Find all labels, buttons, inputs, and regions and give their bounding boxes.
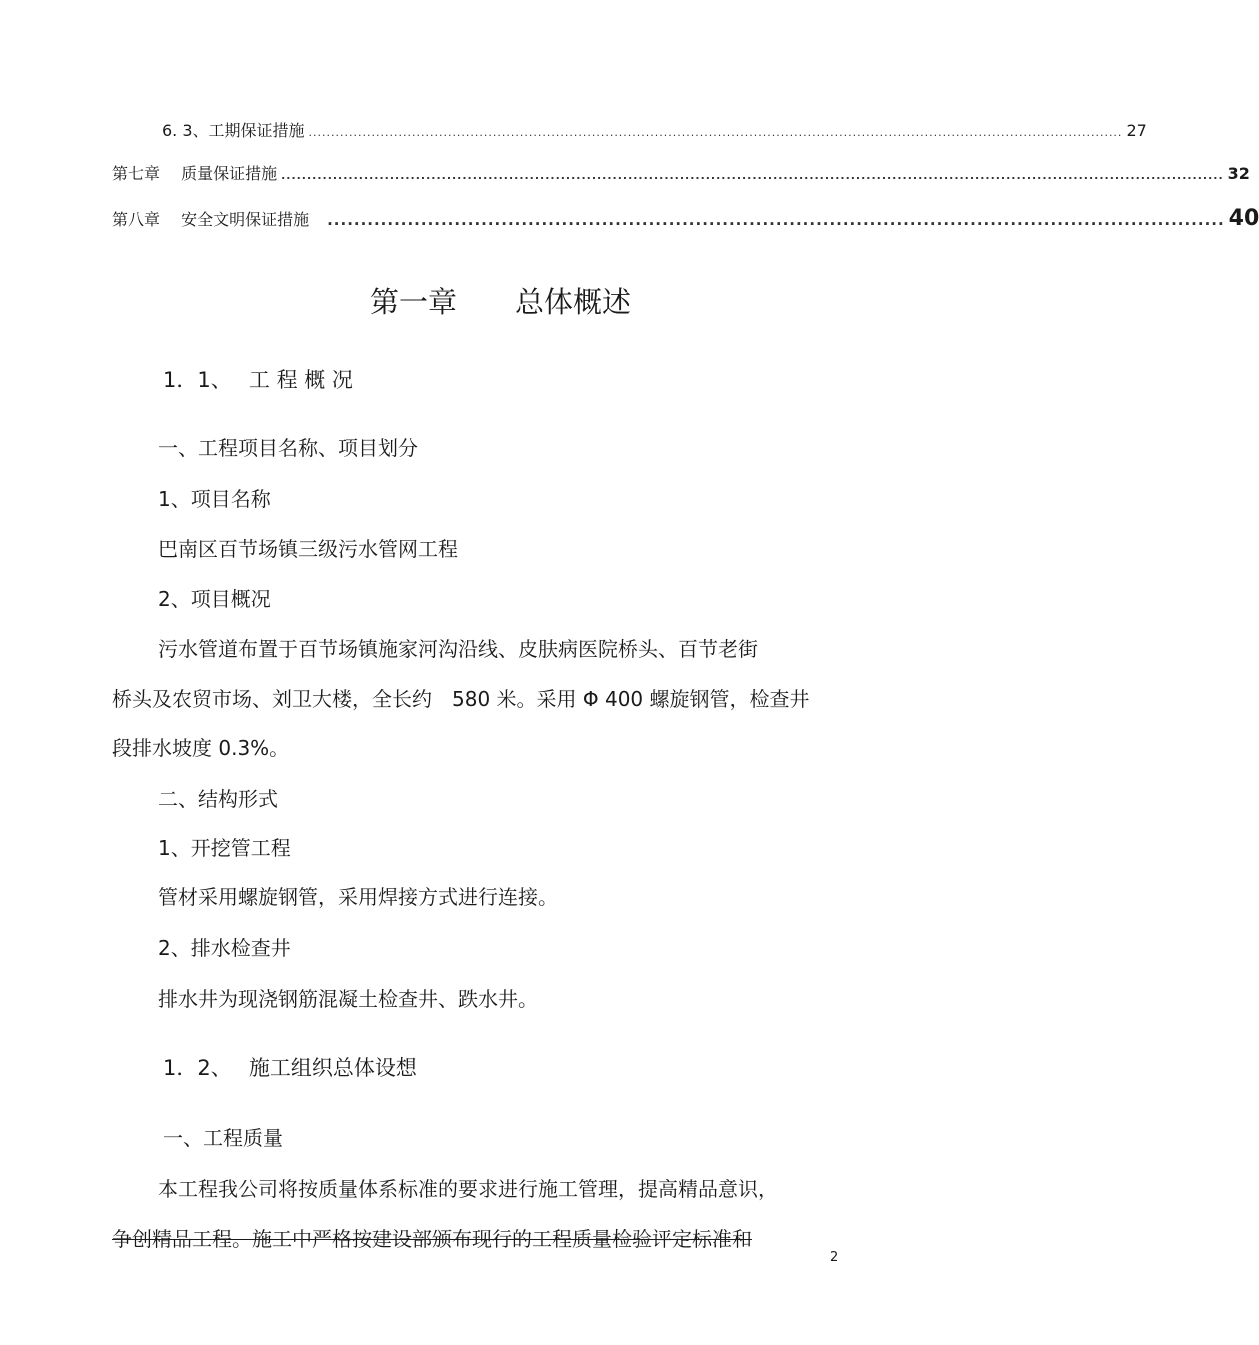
overview-paragraph-line: 污水管道布置于百节场镇施家河沟沿线、皮肤病医院桥头、百节老街 (158, 637, 758, 661)
subheading-manhole: 2、排水检查井 (158, 936, 291, 960)
toc-label: 6. 3、工期保证措施 (162, 121, 305, 140)
manhole-text: 排水井为现浇钢筋混凝土检查井、跌水井。 (158, 987, 538, 1011)
toc-leader-dots: ...................................................................................................................................................................................... (281, 169, 1224, 182)
toc-row-chapter-7[interactable] (112, 161, 1250, 184)
toc-page-number: 32 (1227, 164, 1250, 183)
toc-leader-dots: ...................................................................................................................................... (327, 211, 1225, 229)
toc-row-chapter-8[interactable] (112, 206, 1259, 231)
overview-paragraph-line: 桥头及农贸市场、刘卫大楼，全长约 580 米。采用 Φ 400 螺旋钢管，检查井 (112, 687, 810, 711)
project-name-text: 巴南区百节场镇三级污水管网工程 (158, 537, 458, 561)
section-heading-1-1: 1．1、 工 程 概 况 (163, 368, 353, 392)
toc-row-6-3[interactable] (162, 118, 1147, 141)
toc-page-number: 40 (1228, 206, 1259, 231)
overview-paragraph-line: 段排水坡度 0.3%。 (112, 736, 290, 760)
excavation-text: 管材采用螺旋钢管，采用焊接方式进行连接。 (158, 885, 558, 909)
subheading-excavation: 1、开挖管工程 (158, 836, 291, 860)
subheading-project-overview: 2、项目概况 (158, 587, 271, 611)
subheading-structure: 二、结构形式 (158, 787, 278, 811)
toc-label: 第八章 安全文明保证措施 (112, 210, 310, 229)
subheading-quality: 一、工程质量 (163, 1126, 283, 1150)
subheading-project-name: 1、项目名称 (158, 487, 271, 511)
page-number: 2 (830, 1250, 839, 1265)
toc-leader-dots: ..................................................................................................................................................................................... (308, 126, 1123, 139)
quality-paragraph-line: 本工程我公司将按质量体系标准的要求进行施工管理，提高精品意识， (158, 1177, 778, 1201)
quality-paragraph-line: 争创精品工程。施工中严格按建设部颁布现行的工程质量检验评定标准和 (112, 1227, 752, 1251)
section-heading-1-2: 1．2、 施工组织总体设想 (163, 1056, 417, 1080)
chapter-title: 第一章 总体概述 (370, 285, 632, 319)
toc-page-number: 27 (1126, 121, 1147, 140)
subheading-item-division: 一、工程项目名称、项目划分 (158, 436, 418, 460)
toc-label: 第七章 质量保证措施 (112, 164, 278, 183)
